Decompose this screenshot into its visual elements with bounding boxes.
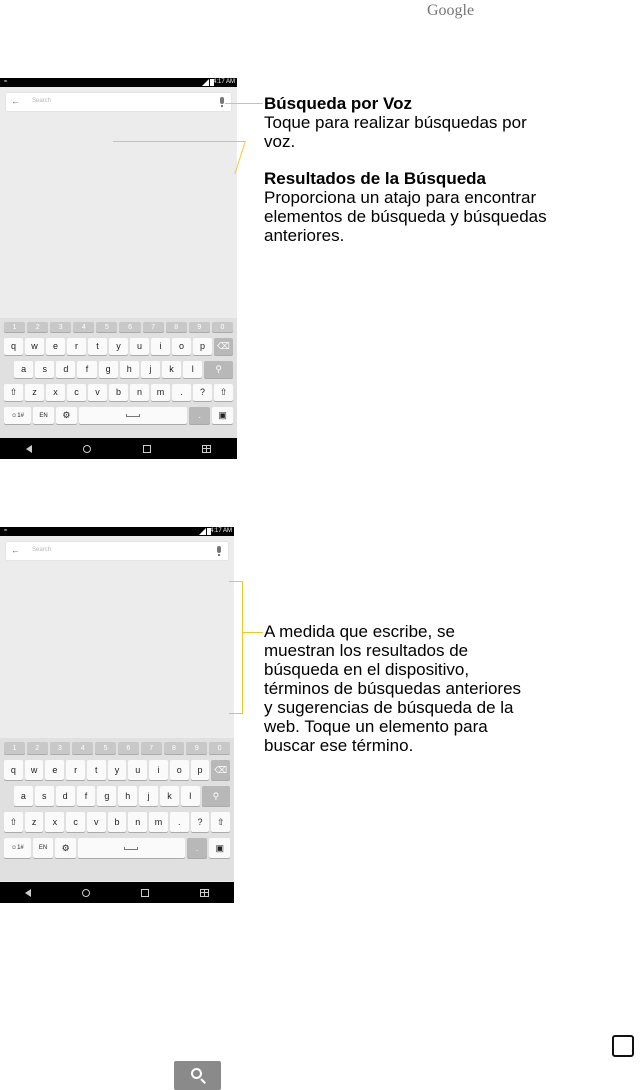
key[interactable]: 5 bbox=[95, 742, 116, 754]
navigation-bar bbox=[0, 882, 234, 903]
emoji-icon[interactable]: ▣ bbox=[209, 838, 230, 858]
key[interactable]: m bbox=[151, 384, 170, 401]
letter-row-3 bbox=[3, 384, 234, 401]
key[interactable]: k bbox=[162, 361, 181, 378]
language-key[interactable]: EN bbox=[33, 407, 54, 424]
key[interactable]: w bbox=[25, 338, 44, 355]
status-bar bbox=[0, 78, 237, 87]
key[interactable]: l bbox=[183, 361, 202, 378]
search-results-callout bbox=[264, 169, 604, 245]
key[interactable]: j bbox=[139, 786, 158, 806]
backspace-icon[interactable]: ⌫ bbox=[214, 338, 233, 355]
key[interactable]: j bbox=[141, 361, 160, 378]
key[interactable]: ? bbox=[193, 384, 212, 401]
nav-back-icon[interactable] bbox=[26, 445, 32, 453]
key[interactable]: k bbox=[160, 786, 179, 806]
key[interactable]: i bbox=[149, 760, 168, 780]
square-box-icon bbox=[612, 1035, 634, 1057]
voice-search-title: Búsqueda por Voz bbox=[264, 94, 412, 113]
key[interactable]: v bbox=[88, 384, 107, 401]
key[interactable]: . bbox=[172, 384, 191, 401]
key[interactable]: z bbox=[25, 812, 44, 832]
key[interactable]: y bbox=[108, 760, 127, 780]
search-results-title: Resultados de la Búsqueda bbox=[264, 169, 486, 188]
signal-icon bbox=[202, 79, 209, 86]
shift-icon[interactable]: ⇧ bbox=[4, 384, 23, 401]
letter-row-1 bbox=[3, 760, 231, 780]
voice-search-callout bbox=[264, 94, 614, 151]
gear-icon[interactable]: ⚙ bbox=[56, 407, 77, 424]
key[interactable]: y bbox=[109, 338, 128, 355]
keyboard bbox=[0, 318, 237, 438]
key[interactable]: z bbox=[25, 384, 44, 401]
gear-icon[interactable]: ⚙ bbox=[55, 838, 76, 858]
letter-row-2 bbox=[3, 361, 234, 378]
results-callout-line-h bbox=[113, 141, 245, 142]
key[interactable]: 8 bbox=[166, 322, 187, 332]
nav-home-icon[interactable] bbox=[82, 889, 90, 897]
key[interactable]: r bbox=[67, 338, 86, 355]
search-handle bbox=[200, 1078, 206, 1084]
key[interactable]: f bbox=[77, 361, 96, 378]
search-key-icon bbox=[174, 1061, 221, 1090]
key[interactable]: b bbox=[109, 384, 128, 401]
key[interactable]: 2 bbox=[27, 742, 48, 754]
key[interactable]: p bbox=[191, 760, 210, 780]
key[interactable]: 8 bbox=[164, 742, 185, 754]
key[interactable]: 4 bbox=[72, 742, 93, 754]
key[interactable]: 0 bbox=[209, 742, 230, 754]
search-input[interactable]: Search bbox=[32, 98, 52, 104]
back-arrow-icon[interactable]: ← bbox=[11, 96, 20, 106]
nav-back-icon[interactable] bbox=[25, 889, 31, 897]
bottom-key-row bbox=[3, 838, 231, 858]
key[interactable]: x bbox=[45, 812, 64, 832]
key[interactable]: o bbox=[172, 338, 191, 355]
microphone-icon[interactable] bbox=[220, 97, 224, 104]
space-icon bbox=[126, 414, 140, 417]
bottom-key-row bbox=[3, 407, 234, 424]
key[interactable]: i bbox=[151, 338, 170, 355]
key[interactable]: p bbox=[193, 338, 212, 355]
search-lens bbox=[191, 1068, 202, 1079]
key[interactable]: . bbox=[170, 812, 189, 832]
key[interactable]: u bbox=[128, 760, 147, 780]
key[interactable]: e bbox=[45, 760, 64, 780]
navigation-bar bbox=[0, 438, 237, 459]
search-bar[interactable] bbox=[6, 542, 228, 560]
key[interactable]: r bbox=[66, 760, 85, 780]
key[interactable]: x bbox=[46, 384, 65, 401]
key[interactable]: n bbox=[128, 812, 147, 832]
nav-split-screen-icon[interactable] bbox=[200, 889, 209, 897]
nav-home-icon[interactable] bbox=[83, 445, 91, 453]
shift-icon[interactable]: ⇧ bbox=[4, 812, 23, 832]
key[interactable]: q bbox=[4, 338, 23, 355]
phone-screenshot-2 bbox=[0, 527, 234, 903]
key[interactable]: g bbox=[97, 786, 116, 806]
nav-recent-icon[interactable] bbox=[143, 445, 151, 453]
key[interactable]: u bbox=[130, 338, 149, 355]
status-time: 4:17 AM bbox=[212, 79, 235, 85]
typing-results-description: A medida que escribe, se muestran los resultados de búsqueda en el dispositivo, términos de búsquedas anteriores y sugerencias de búsqueda de la web. Toque un elemento para buscar ese término. bbox=[264, 622, 522, 755]
key[interactable]: 2 bbox=[27, 322, 48, 332]
key[interactable]: b bbox=[108, 812, 127, 832]
space-key[interactable] bbox=[79, 407, 187, 424]
bracket-pointer bbox=[243, 632, 263, 633]
key[interactable]: 6 bbox=[118, 742, 139, 754]
shift-icon[interactable]: ⇧ bbox=[211, 812, 230, 832]
key[interactable]: q bbox=[4, 760, 23, 780]
key[interactable]: a bbox=[14, 786, 33, 806]
period-key[interactable]: . bbox=[189, 407, 210, 424]
key[interactable]: c bbox=[67, 384, 86, 401]
wifi-icon: ≈ bbox=[4, 79, 8, 85]
key[interactable]: g bbox=[99, 361, 118, 378]
status-bar bbox=[0, 527, 234, 536]
key[interactable]: 3 bbox=[50, 322, 71, 332]
search-key-icon[interactable]: ⚲ bbox=[204, 361, 233, 378]
keyboard bbox=[0, 738, 234, 881]
key[interactable]: l bbox=[181, 786, 200, 806]
status-time: 4:17 AM bbox=[209, 528, 232, 534]
nav-recent-icon[interactable] bbox=[141, 889, 149, 897]
key[interactable]: n bbox=[130, 384, 149, 401]
key[interactable]: 1 bbox=[4, 322, 25, 332]
key[interactable]: 9 bbox=[186, 742, 207, 754]
back-arrow-icon[interactable]: ← bbox=[11, 545, 20, 555]
key[interactable]: s bbox=[35, 361, 54, 378]
wifi-icon: ≈ bbox=[4, 528, 8, 534]
bracket-top bbox=[229, 581, 243, 582]
key[interactable]: e bbox=[46, 338, 65, 355]
language-key[interactable]: EN bbox=[33, 838, 54, 858]
key[interactable]: h bbox=[118, 786, 137, 806]
google-logo: Google bbox=[427, 2, 475, 19]
key[interactable]: 7 bbox=[141, 742, 162, 754]
key[interactable]: 4 bbox=[73, 322, 94, 332]
typing-results-callout bbox=[264, 622, 529, 755]
key[interactable]: d bbox=[56, 361, 75, 378]
search-bar[interactable] bbox=[6, 93, 231, 111]
key[interactable]: v bbox=[87, 812, 106, 832]
search-input[interactable]: Search bbox=[32, 547, 52, 553]
backspace-icon[interactable]: ⌫ bbox=[211, 760, 230, 780]
search-key-icon[interactable]: ⚲ bbox=[202, 786, 230, 806]
letter-row-1 bbox=[3, 338, 234, 355]
symbols-key[interactable]: ☺1# bbox=[4, 407, 31, 424]
bracket-bottom bbox=[229, 713, 243, 714]
letter-row-2 bbox=[3, 786, 231, 806]
bracket-vertical bbox=[242, 581, 243, 713]
voice-search-description: Toque para realizar búsquedas por voz. bbox=[264, 113, 527, 151]
key[interactable]: 7 bbox=[143, 322, 164, 332]
key[interactable]: t bbox=[88, 338, 107, 355]
signal-icon bbox=[199, 528, 206, 535]
space-key[interactable] bbox=[78, 838, 185, 858]
key[interactable]: t bbox=[87, 760, 106, 780]
key[interactable]: o bbox=[170, 760, 189, 780]
key[interactable]: f bbox=[77, 786, 96, 806]
key[interactable]: m bbox=[149, 812, 168, 832]
voice-callout-line bbox=[225, 103, 263, 104]
letter-row-3 bbox=[3, 812, 231, 832]
period-key[interactable]: . bbox=[187, 838, 208, 858]
key[interactable]: 0 bbox=[212, 322, 233, 332]
search-results-description: Proporciona un atajo para encontrar elementos de búsqueda y búsquedas anteriores. bbox=[264, 188, 547, 245]
key[interactable]: ? bbox=[191, 812, 210, 832]
emoji-icon[interactable]: ▣ bbox=[212, 407, 233, 424]
key[interactable]: w bbox=[25, 760, 44, 780]
number-row bbox=[3, 742, 231, 754]
key[interactable]: s bbox=[35, 786, 54, 806]
microphone-icon[interactable] bbox=[217, 546, 221, 553]
phone-screenshot-1 bbox=[0, 78, 237, 459]
number-row bbox=[3, 322, 234, 332]
nav-split-screen-icon[interactable] bbox=[202, 445, 211, 453]
symbols-key[interactable]: ☺1# bbox=[4, 838, 31, 858]
key[interactable]: 9 bbox=[189, 322, 210, 332]
key[interactable]: 5 bbox=[96, 322, 117, 332]
key[interactable]: a bbox=[14, 361, 33, 378]
key[interactable]: 3 bbox=[50, 742, 71, 754]
key[interactable]: 1 bbox=[4, 742, 25, 754]
key[interactable]: d bbox=[56, 786, 75, 806]
space-icon bbox=[124, 847, 138, 850]
key[interactable]: c bbox=[66, 812, 85, 832]
key[interactable]: 6 bbox=[119, 322, 140, 332]
key[interactable]: h bbox=[120, 361, 139, 378]
shift-icon[interactable]: ⇧ bbox=[214, 384, 233, 401]
